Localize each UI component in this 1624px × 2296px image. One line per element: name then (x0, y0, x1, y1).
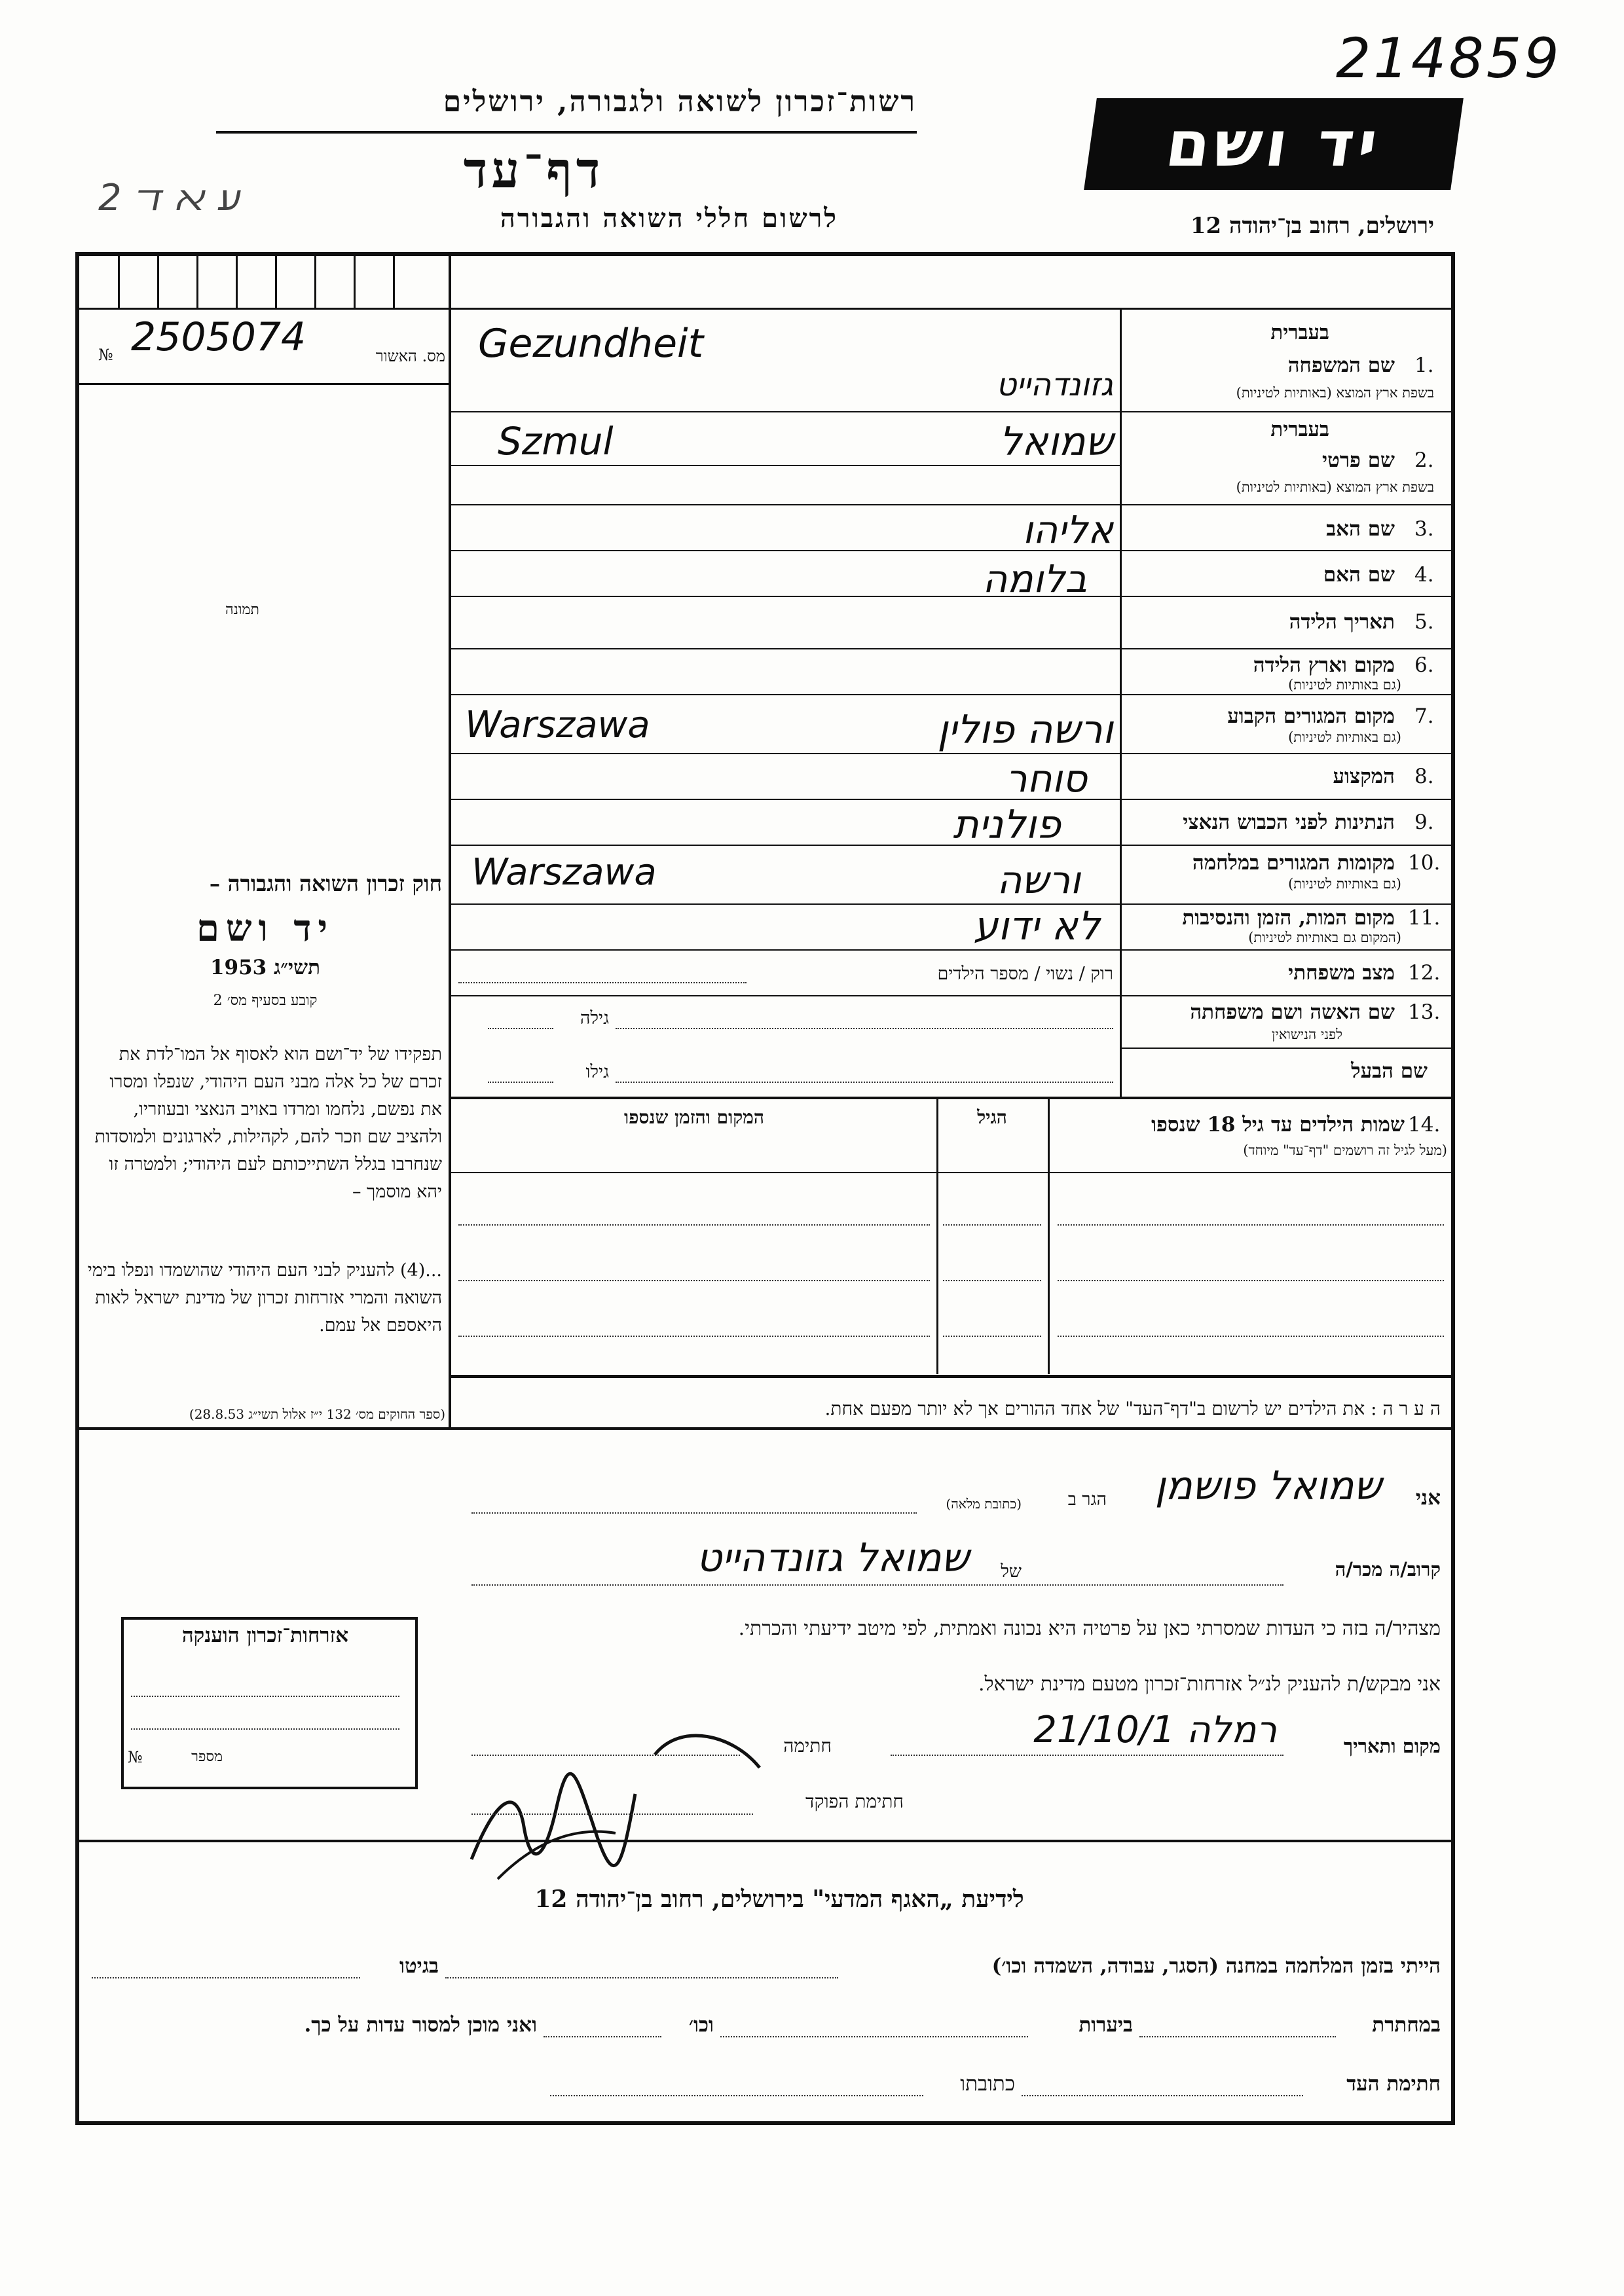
field-4-number: 4. (1414, 563, 1434, 587)
decl-request: אני מבקש/ת להעניק לנ״ל אזרחות־זכרון מטעם מדינת ישראל. (978, 1673, 1441, 1696)
field-1-label: שם המשפחה (1287, 354, 1395, 377)
field-10-label: מקומות המגורים במלחמה (1192, 851, 1395, 875)
field-2-value-hebrew: שמואל (999, 419, 1113, 465)
decl-of-label: של (1001, 1561, 1022, 1582)
form-title: דף־עד (463, 141, 604, 199)
field-5-number: 5. (1414, 610, 1434, 634)
field-4-label: שם האם (1323, 563, 1395, 587)
field-14-number: 14. (1408, 1113, 1441, 1137)
decl-i-value: שמואל פושמן (1154, 1463, 1382, 1509)
decl-place-date-label: מקום ותאריך (1343, 1735, 1441, 1757)
field-2-sub-label: בשפת ארץ המוצא (באותיות לטיניות) (1236, 479, 1434, 495)
field-9-value-hebrew: פולנית (953, 802, 1061, 848)
field-10-sub-label: (גם באותיות לטיניות) (1288, 876, 1401, 892)
field-1-sub-label: בשפת ארץ המוצא (באותיות לטיניות) (1236, 385, 1434, 401)
decl-of-value: שמואל גזונדהייט (696, 1535, 969, 1581)
citizenship-number-label: מספר (191, 1749, 223, 1765)
footer-heading: לידיעת „האגף המדעי" בירושלים, רחוב בן־יהודה 12 (534, 1886, 1024, 1913)
decl-address-hint: (כתובת מלאה) (946, 1496, 1022, 1512)
law-name: יד ושם (196, 907, 335, 950)
children-note: ה ע ר ה : את הילדים יש לרשום ב"דף־העד" של אחד ההורים אך לא יותר מפעם אחת. (824, 1398, 1441, 1419)
law-clause: קובע בסעיף מס׳ 2 (213, 993, 318, 1009)
field-13-number: 13. (1408, 1000, 1441, 1024)
decl-i-label: אני (1415, 1486, 1441, 1510)
field-6-number: 6. (1414, 653, 1434, 677)
footer-line1-b: בגיטו (399, 1954, 439, 1978)
decl-place-date-value: רמלה 21/10/1 (1033, 1709, 1277, 1751)
yad-vashem-logo (1084, 98, 1464, 190)
field-14-sub-label: (מעל לגיל זה רושמים "דף־עד" מיוחד) (1243, 1142, 1447, 1158)
field-2-lang-label: בעברית (1270, 418, 1329, 441)
law-text-2: ...(4) להעניק לבני העם היהודי שהושמדו ונפלו בימי השואה והמרי אזרחות זכרון של מדינת ישראל לאות היאספם אל עמם. (87, 1260, 442, 1336)
footer-line2-d: ואני מוכן למסור עדות על כך. (304, 2013, 537, 2037)
field-13-husband-label: שם הבעל (1351, 1059, 1428, 1083)
field-3-number: 3. (1414, 517, 1434, 541)
field-8-value-hebrew: סוחר (1005, 756, 1087, 801)
field-7-label: מקום המגורים הקבוע (1227, 704, 1395, 728)
field-2-value-latin: Szmul (498, 419, 614, 464)
col-place-header: המקום והזמן שנספו (624, 1106, 764, 1128)
field-12-label: מצב משפחתי (1288, 961, 1395, 985)
field-5-label: תאריך הלידה (1289, 610, 1395, 634)
decl-statement: מצהיר/ה בזה כי העדות שמסרתי כאן על פרטיה היא נכונה ואמתית, לפי מיטב ידיעתי והכרתי. (738, 1617, 1441, 1640)
field-3-value-hebrew: אליהו (1022, 507, 1113, 552)
form-subtitle: לרשום חללי השואה והגבורה (500, 203, 838, 234)
field-9-number: 9. (1414, 811, 1434, 834)
footer-line1-a: הייתי בזמן המלחמה במחנה (הסגר, עבודה, השמדה וכו׳) (991, 1954, 1441, 1978)
field-11-sub-label: (המקום גם באותיות לטיניות) (1248, 930, 1401, 945)
approval-number: 2505074 (131, 314, 306, 360)
field-1-number: 1. (1414, 354, 1434, 377)
field-3-label: שם האב (1326, 517, 1395, 541)
field-13-age-m: גילו (585, 1062, 609, 1082)
law-text-1: תפקידו של יד־ושם הוא לאסוף אל המו־לדת את זכרם של כל אלה מבני העם היהודי, שנפלו ומסרו את נפשם, נלחמו ומרדו באויב הנאצי ובעוזריו, ולהציב שם וזכר להם, לקהילות, לארגונים ולמוסדות שנחרבו בגלל השתייכותם לעם היהודי; ולמטרה זו יהא מוסמך – (94, 1044, 442, 1202)
field-7-number: 7. (1414, 704, 1434, 728)
authority-title: רשות־זכרון לשואה ולגבורה, ירושלים (443, 85, 917, 118)
field-7-value-hebrew: ורשה פולין (937, 707, 1113, 753)
archive-number: 214859 (1336, 26, 1562, 90)
law-year: תשי״ג 1953 (210, 956, 321, 979)
law-source: (ספר החוקים מס׳ 132 י״ז אלול תשי״ג 28.8.53) (189, 1406, 445, 1422)
handwritten-stamp: 2 ﬠ ﬡ ﬢ (98, 177, 240, 219)
field-2-number: 2. (1414, 448, 1434, 472)
field-10-value-latin: Warszawa (471, 851, 657, 894)
field-13-sub-label: לפני הנישואין (1272, 1027, 1342, 1042)
decl-officer-label: חתימת הפוקד (805, 1791, 904, 1812)
field-2-label: שם פרטי (1321, 448, 1395, 472)
footer-line2-c: וכו׳ (688, 2013, 714, 2037)
photo-label: תמונה (225, 602, 259, 618)
field-6-sub-label: (גם באותיות לטיניות) (1288, 677, 1401, 693)
field-1-value-latin: Gezundheit (478, 321, 704, 367)
field-13-age-f: גילה (580, 1008, 609, 1029)
logo-text: יד ושם (1161, 107, 1386, 181)
address: ירושלים, רחוב בן־יהודה 12 (1190, 213, 1434, 239)
decl-signature-label: חתימה (783, 1735, 832, 1757)
approval-no-label: № (98, 346, 113, 364)
field-7-value-latin: Warszawa (465, 704, 650, 746)
field-11-label: מקום המות, הזמן והנסיבות (1182, 906, 1395, 930)
signature-scribble (458, 1696, 786, 1892)
law-title: חוק זכרון השואה והגבורה – (209, 871, 442, 896)
field-1-value-hebrew: גזונדהייט (996, 367, 1113, 403)
footer-line2-b: ביערות (1079, 2013, 1133, 2037)
field-10-number: 10. (1408, 851, 1441, 875)
footer-line3-b: כתובתו (960, 2072, 1015, 2096)
field-13-label: שם האשה ושם משפחתה (1190, 1000, 1395, 1024)
field-12-options: רוק / נשוי / מספר הילדים (937, 964, 1113, 984)
col-age-header: הגיל (977, 1106, 1007, 1128)
field-7-sub-label: (גם באותיות לטיניות) (1288, 729, 1401, 745)
field-11-value-hebrew: לא ידוע (973, 903, 1100, 949)
citizenship-title: אזרחות־זכרון הוענקה (181, 1624, 349, 1647)
field-11-number: 11. (1408, 906, 1441, 930)
approval-label: מס. האשור (375, 347, 445, 365)
field-8-label: המקצוע (1333, 765, 1395, 788)
field-14-label: שמות הילדים עד גיל 18 שנספו (1151, 1113, 1405, 1137)
footer-line2-a: במחתרת (1372, 2013, 1441, 2037)
footer-line3-a: חתימת העד (1346, 2072, 1441, 2096)
decl-relative-label: קרוב/ה מכר/ה (1335, 1558, 1441, 1580)
field-6-label: מקום וארץ הלידה (1253, 653, 1395, 677)
field-12-number: 12. (1408, 961, 1441, 985)
citizenship-no-label: № (128, 1748, 143, 1766)
field-9-label: הנתינות לפני הכבוש הנאצי (1183, 811, 1395, 834)
field-4-value-hebrew: בלומה (982, 556, 1087, 601)
field-10-value-hebrew: ורשה (997, 858, 1080, 902)
field-8-number: 8. (1414, 765, 1434, 788)
decl-resides: הגר ב (1067, 1489, 1107, 1510)
field-1-lang-label: בעברית (1270, 321, 1329, 344)
